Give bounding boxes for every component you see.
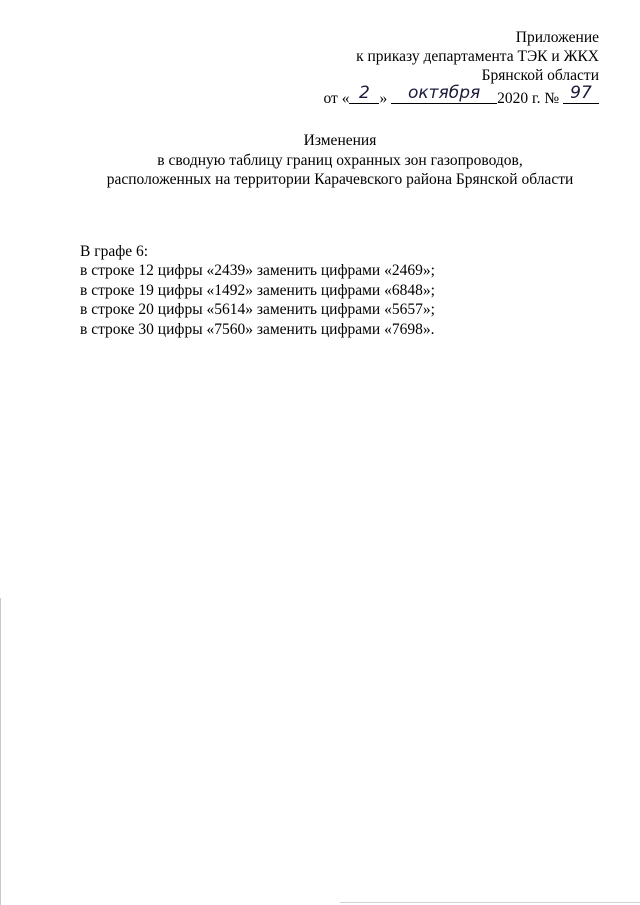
change-item: в строке 12 цифры «2439» заменить цифрами «2469»; [80,262,435,280]
order-day-handwritten: 2 [359,83,370,103]
body-intro: В графе 6: [80,243,149,260]
order-number-handwritten: 97 [570,83,592,103]
scan-left-edge [0,598,1,905]
order-month-handwritten: октября [407,83,481,103]
order-year-and-number-label: 2020 г. № [497,90,560,107]
document-body [80,242,435,339]
appendix-header [356,28,599,85]
order-day-close-quote: » [379,90,388,107]
change-item: в строке 30 цифры «7560» заменить цифрами «7698». [80,320,435,338]
change-item: в строке 19 цифры «1492» заменить цифрами «6848»; [80,281,435,299]
change-item: в строке 20 цифры «5614» заменить цифрами «5657»; [80,301,435,319]
order-date-number-line [323,83,599,111]
appendix-order-reference: к приказу департамента ТЭК и ЖКХ [356,48,599,65]
order-number-field [563,83,599,104]
order-month-field [391,83,497,104]
appendix-label: Приложение [515,29,599,46]
order-day-field [349,83,379,104]
title-subheading-line1: в сводную таблицу границ охранных зон газопроводов, [157,151,523,169]
title-heading: Изменения [303,132,377,149]
title-subheading-line2: расположенных на территории Карачевского района Брянской области [106,171,574,188]
appendix-region: Брянской области [481,67,599,84]
scan-bottom-edge [340,902,640,903]
document-title [0,131,640,190]
order-prefix: от « [323,90,350,107]
